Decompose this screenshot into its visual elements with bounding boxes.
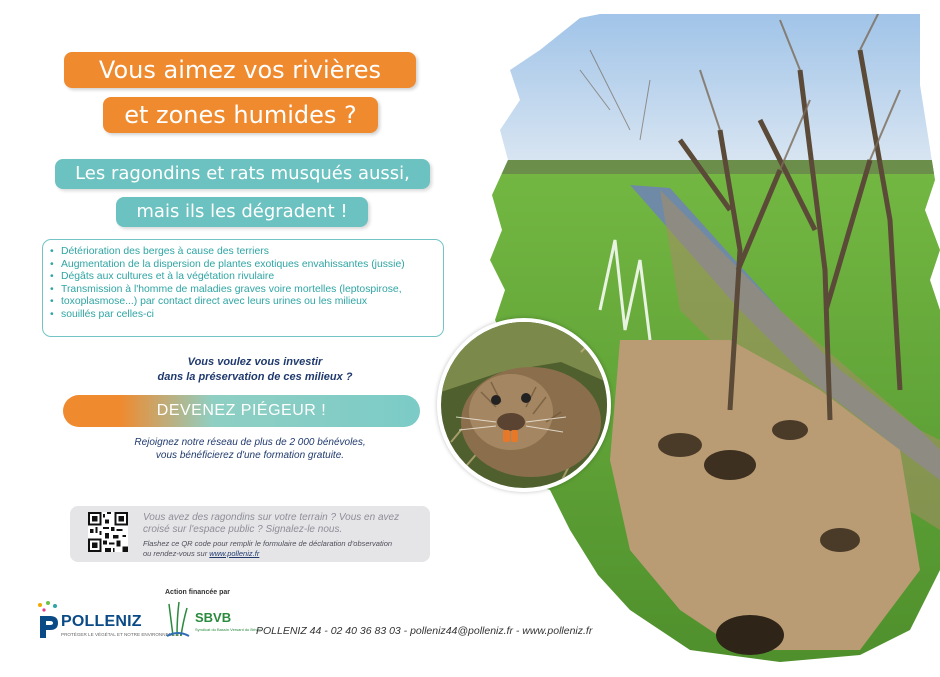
join-line-1: Rejoignez notre réseau de plus de 2 000 bénévoles, xyxy=(134,437,366,448)
sbvb-reed-icon xyxy=(165,600,191,638)
impact-item: • Détérioration des berges à cause des terriers xyxy=(61,246,443,259)
sbvb-logo xyxy=(165,600,261,640)
polleniz-name: POLLENIZ xyxy=(61,613,142,630)
impact-item: • Dégâts aux cultures et à la végétation rivulaire xyxy=(61,271,443,284)
qr-instructions xyxy=(143,539,428,558)
title-line-1: Vous aimez vos rivières xyxy=(64,52,416,88)
impact-item: • Augmentation de la dispersion de plantes exotiques envahissantes (jussie) xyxy=(61,259,443,272)
impact-item: • Transmission à l'homme de maladies graves voire mortelles (leptospirose, xyxy=(61,284,443,297)
qr-line-1: Flashez ce QR code pour remplir le formulaire de déclaration d'observation xyxy=(143,539,393,548)
join-line-2: vous bénéficierez d'une formation gratuite. xyxy=(155,450,345,461)
sbvb-subtitle: Syndicat du Bassin Versant du Brivet xyxy=(195,627,261,632)
website-link[interactable]: www.polleniz.fr xyxy=(209,548,260,558)
impacts-box xyxy=(42,239,444,337)
nutria-photo xyxy=(437,318,611,492)
question-line-2: dans la préservation de ces milieux ? xyxy=(157,371,353,383)
impact-item-continuation: • toxoplasmose...) par contact direct avec leurs urines ou les milieux xyxy=(61,296,443,309)
become-trapper-button[interactable]: DEVENEZ PIÉGEUR ! xyxy=(63,395,420,427)
question-line-1: Vous voulez vous investir xyxy=(187,356,323,368)
report-prompt xyxy=(143,512,423,536)
polleniz-emblem-icon xyxy=(34,600,62,640)
report-line-1: Vous avez des ragondins sur votre terrain ? Vous en avez xyxy=(143,512,400,523)
report-sighting-box xyxy=(70,506,430,562)
sbvb-name: SBVB xyxy=(195,610,232,625)
funded-by-label: Action financée par xyxy=(165,589,230,596)
invest-question xyxy=(120,355,390,385)
impact-item-continuation: • souillés par celles-ci xyxy=(61,309,443,322)
polleniz-logo xyxy=(34,598,182,642)
subtitle-line-2: mais ils les dégradent ! xyxy=(116,197,368,227)
report-line-2: croisé sur l'espace public ? Signalez-le nous. xyxy=(143,524,343,535)
subtitle-line-1: Les ragondins et rats musqués aussi, xyxy=(55,159,430,189)
title-line-2: et zones humides ? xyxy=(103,97,378,133)
contact-line: POLLENIZ 44 - 02 40 36 83 03 - polleniz44@polleniz.fr - www.polleniz.fr xyxy=(256,625,593,637)
qr-code[interactable] xyxy=(88,512,128,552)
qr-line-2-prefix: ou rendez-vous sur xyxy=(143,548,210,558)
join-network-text xyxy=(100,436,400,462)
polleniz-tagline: PROTÉGER LE VÉGÉTAL ET NOTRE ENVIRONNEMENT xyxy=(61,632,182,637)
